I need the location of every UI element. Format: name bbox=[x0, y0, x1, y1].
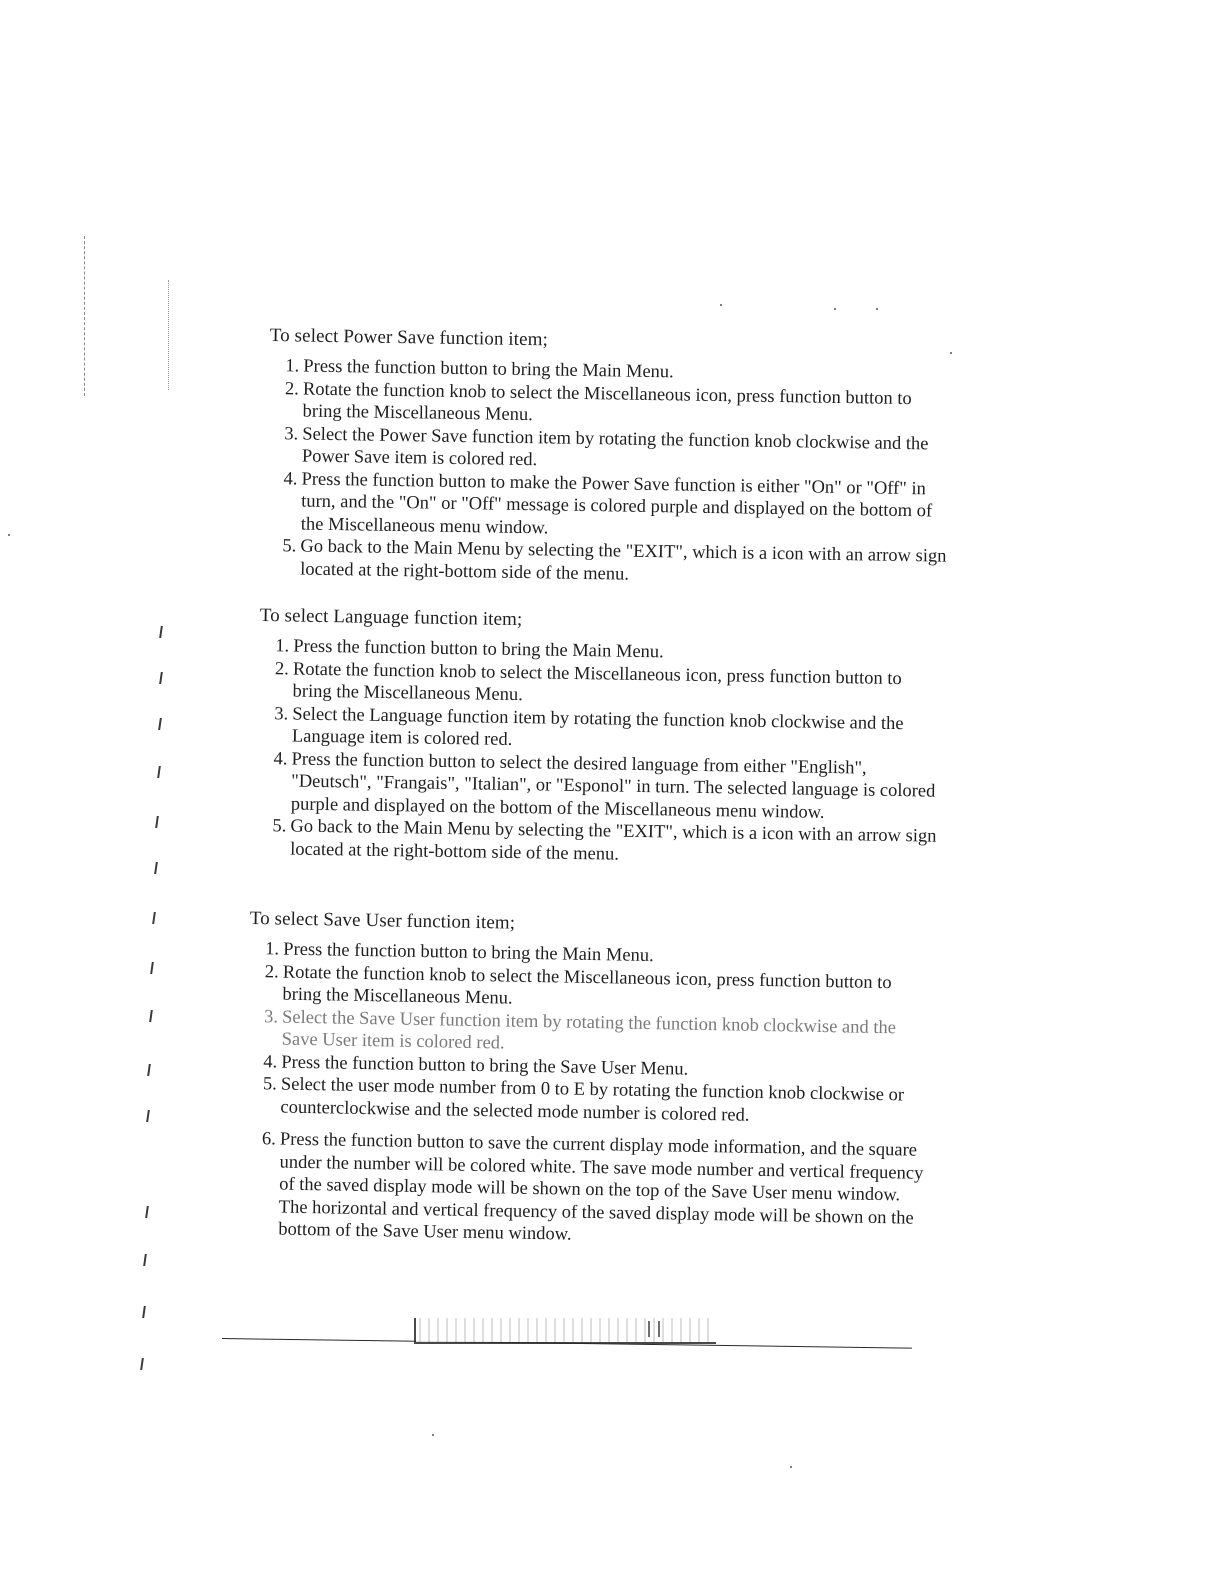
step-number: 1. bbox=[285, 356, 300, 377]
step-text: Press the function button to bring the Main Menu. bbox=[303, 356, 674, 383]
step-number: 5. bbox=[272, 816, 287, 837]
step-number: 3. bbox=[274, 703, 289, 724]
binding-mark bbox=[168, 280, 179, 390]
section-power-save bbox=[266, 324, 950, 591]
scan-artifact bbox=[152, 912, 156, 924]
scan-artifact bbox=[150, 962, 154, 974]
step-text: Go back to the Main Menu by selecting the "EXIT", which is a icon with an arrow sign located at the right-bottom side of the menu. bbox=[299, 536, 947, 585]
step-number: 6. bbox=[261, 1129, 276, 1150]
step-item bbox=[244, 1128, 926, 1252]
scan-artifact bbox=[157, 766, 161, 778]
step-text: Select the Save User function item by rotating the function knob clockwise and the Save User item is colored red. bbox=[281, 1007, 897, 1054]
step-list bbox=[244, 938, 929, 1252]
scan-artifact bbox=[145, 1206, 149, 1218]
scan-artifact bbox=[142, 1306, 146, 1318]
step-item bbox=[256, 815, 937, 871]
section-title: To select Save User function item; bbox=[249, 907, 516, 934]
scan-artifact bbox=[834, 308, 836, 310]
step-list bbox=[266, 355, 949, 591]
scan-artifact bbox=[876, 308, 878, 310]
step-text: Go back to the Main Menu by selecting the "EXIT", which is a icon with an arrow sign located at the right-bottom side of the menu. bbox=[289, 816, 937, 865]
footer-mark bbox=[648, 1321, 660, 1337]
step-number: 3. bbox=[284, 423, 299, 444]
scan-artifact bbox=[159, 672, 163, 684]
step-item bbox=[267, 467, 948, 545]
step-item bbox=[257, 747, 938, 825]
binding-mark bbox=[84, 236, 95, 396]
scan-artifact bbox=[432, 1434, 434, 1436]
step-text: Select the Language function item by rotating the function knob clockwise and the Language item is colored red. bbox=[291, 704, 904, 750]
scan-artifact bbox=[159, 626, 163, 638]
step-number: 4. bbox=[273, 748, 288, 769]
scan-artifact bbox=[146, 1110, 150, 1122]
step-number: 2. bbox=[284, 378, 300, 399]
section-language bbox=[256, 604, 940, 871]
step-number: 2. bbox=[274, 658, 290, 679]
step-number: 1. bbox=[275, 636, 290, 657]
step-text: Select the Power Save function item by rotating the function knob clockwise and the Power Save item is colored red. bbox=[301, 424, 929, 471]
section-title: To select Language function item; bbox=[259, 604, 523, 631]
scan-artifact bbox=[720, 304, 722, 306]
section-title: To select Power Save function item; bbox=[269, 324, 549, 351]
step-text: Rotate the function knob to select the Miscellaneous icon, press function button to bring the Miscellaneous Menu. bbox=[292, 659, 902, 706]
step-number: 4. bbox=[263, 1051, 278, 1072]
scan-artifact bbox=[147, 1064, 151, 1076]
step-number: 3. bbox=[263, 1006, 279, 1028]
step-text: Press the function button to make the Power Save function is either "On" or "Off" in turn, and the "On" or "Off" message is colored purple and displayed on the bottom of the Miscellaneous menu window. bbox=[300, 469, 933, 538]
step-item bbox=[266, 535, 947, 591]
step-number: 5. bbox=[282, 536, 297, 557]
step-number: 1. bbox=[265, 939, 280, 960]
scan-artifact bbox=[143, 1254, 147, 1266]
scan-artifact bbox=[790, 1466, 792, 1468]
section-save-user bbox=[244, 907, 930, 1252]
scan-artifact bbox=[140, 1358, 144, 1370]
step-list bbox=[256, 635, 939, 871]
step-text: Press the function button to bring the Save User Menu. bbox=[281, 1052, 689, 1080]
scan-artifact bbox=[158, 718, 162, 730]
step-text: Select the user mode number from 0 to E by rotating the function knob clockwise or counterclockwise and the selected mode number is colored red. bbox=[280, 1074, 905, 1126]
scan-artifact bbox=[149, 1010, 153, 1022]
step-text: Press the function button to save the current display mode information, and the square under the number will be colored white. The save mode number and vertical frequency of the saved display mode will be shown on the top of the Save User menu window. The horizontal and vertical frequency of the saved display mode will be shown on the bottom of the Save User menu window. bbox=[278, 1129, 924, 1245]
step-text: Rotate the function knob to select the Miscellaneous icon, press function button to bring the Miscellaneous Menu. bbox=[302, 379, 912, 426]
step-number: 2. bbox=[264, 961, 279, 983]
scan-artifact bbox=[8, 534, 10, 536]
step-text: Press the function button to bring the Main Menu. bbox=[293, 636, 664, 663]
step-number: 5. bbox=[262, 1074, 277, 1095]
scan-artifact bbox=[154, 862, 158, 874]
scan-artifact bbox=[155, 816, 159, 828]
step-text: Rotate the function knob to select the Miscellaneous icon, press function button to bring the Miscellaneous Menu. bbox=[282, 962, 892, 1009]
step-text: Press the function button to bring the Main Menu. bbox=[283, 939, 654, 967]
step-text: Press the function button to select the desired language from either "English", "Deutsch", "Frangais", "Italian", or "Esponol" in turn. The selected language is colored purple and displayed on the bottom of the Miscellaneous menu window. bbox=[290, 749, 936, 823]
footer-page-mark bbox=[414, 1318, 716, 1344]
scan-artifact bbox=[950, 352, 952, 354]
step-number: 4. bbox=[283, 468, 298, 489]
